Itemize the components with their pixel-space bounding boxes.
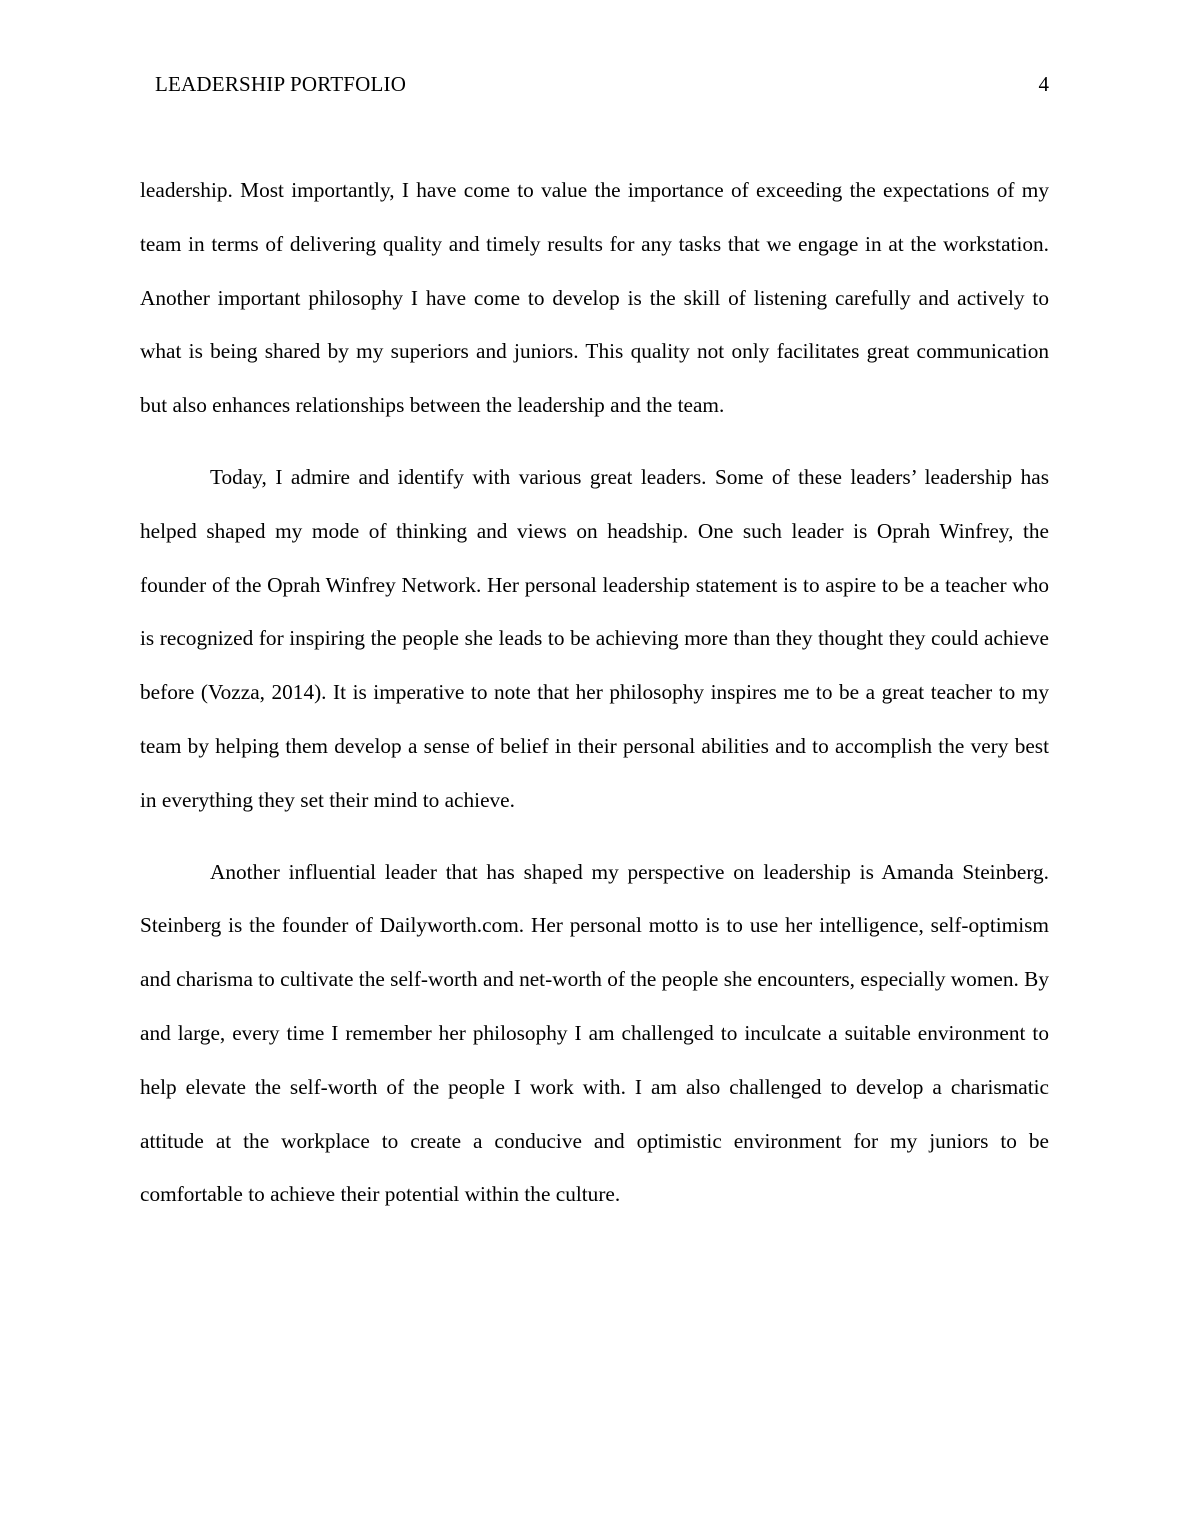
paragraph-amanda-steinberg: Another influential leader that has shaped my perspective on leadership is Amanda Steinberg. Steinberg is the founder of Dailyworth.com. Her personal motto is to use her intelligence, self-optimism and charisma to cultivate the self-worth and net-worth of the people she encounters, especially women. By and large, every time I remember her philosophy I am challenged to inculcate a suitable environment to help elevate the self-worth of the people I work with. I am also challenged to develop a charismatic attitude at the workplace to create a conducive and optimistic environment for my juniors to be comfortable to achieve their potential within the culture. bbox=[140, 859, 1049, 1207]
body-text bbox=[140, 164, 1049, 1240]
paragraph-oprah-winfrey: Today, I admire and identify with various great leaders. Some of these leaders’ leadership has helped shaped my mode of thinking and views on headship. One such leader is Oprah Winfrey, the founder of the Oprah Winfrey Network. Her personal leadership statement is to aspire to be a teacher who is recognized for inspiring the people she leads to be achieving more than they thought they could achieve before (Vozza, 2014). It is imperative to note that her philosophy inspires me to be a great teacher to my team by helping them develop a sense of belief in their personal abilities and to accomplish the very best in everything they set their mind to achieve. bbox=[140, 464, 1049, 812]
running-head: LEADERSHIP PORTFOLIO bbox=[155, 72, 407, 96]
paragraph-continuation: leadership. Most importantly, I have come to value the importance of exceeding the expectations of my team in terms of delivering quality and timely results for any tasks that we engage in at the workstation. Another important philosophy I have come to develop is the skill of listening carefully and actively to what is being shared by my superiors and juniors. This quality not only facilitates great communication but also enhances relationships between the leadership and the team. bbox=[140, 178, 1049, 418]
page-number: 4 bbox=[1038, 72, 1049, 96]
